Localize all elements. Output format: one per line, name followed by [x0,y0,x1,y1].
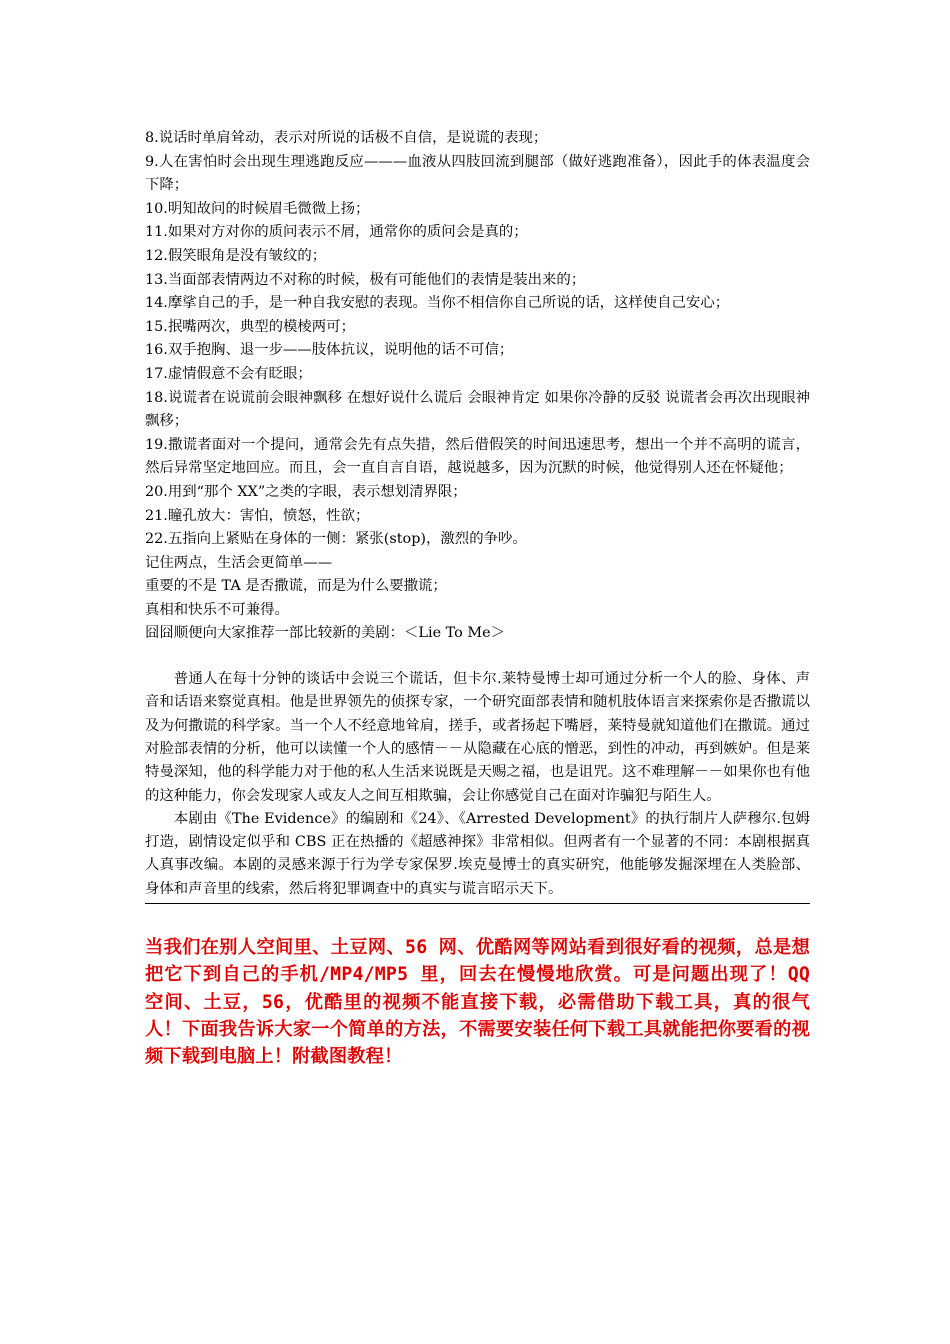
list-item: 13.当面部表情两边不对称的时候，极有可能他们的表情是装出来的； [145,271,586,288]
list-item: 18.说谎者在说谎前会眼神飘移 在想好说什么谎后 会眼神肯定 如果你冷静的反驳 说谎者会再次出现眼神飘移； [145,389,810,430]
paragraph: 普通人在每十分钟的谈话中会说三个谎话，但卡尔.莱特曼博士却可通过分析一个人的脸、身体、声音和话语来察觉真相。他是世界领先的侦探专家，一个研究面部表情和随机肢体语言来探索你是否撒谎以及为何撒谎的科学家。当一个人不经意地耸肩，搓手，或者扬起下嘴唇，莱特曼就知道他们在撒谎。通过对脸部表情的分析，他可以读懂一个人的感情－－从隐藏在心底的憎恶，到性的冲动，再到嫉妒。但是莱特曼深知，他的科学能力对于他的私人生活来说既是天赐之福，也是诅咒。这不难理解－－如果你也有他的这种能力，你会发现家人或友人之间互相欺骗，会让你感觉自己在面对诈骗犯与陌生人。 [145,671,810,804]
divider [145,903,810,904]
list-item: 10.明知故问的时候眉毛微微上扬； [145,200,370,217]
notice-text: 当我们在别人空间里、土豆网、56 网、优酷网等网站看到很好看的视频，总是想把它下到自己的手机/MP4/MP5 里，回去在慢慢地欣赏。可是问题出现了！QQ 空间、土豆，56，优酷里的视频不能直接下载，必需借助下载工具，真的很气人！下面我告诉大家一个简单的方法，不需要安装任何下载工具就能把你要看的视频下载到电脑上！附截图教程！ [145,937,810,1068]
list-item: 9.人在害怕时会出现生理逃跑反应———血液从四肢回流到腿部（做好逃跑准备），因此手的体表温度会下降； [145,153,810,194]
summary-line: 重要的不是 TA 是否撒谎，而是为什么要撒谎； [145,578,447,595]
list-item: 8.说话时单肩耸动，表示对所说的话极不自信，是说谎的表现； [145,130,548,146]
document-page [145,127,810,1071]
summary-line: 真相和快乐不可兼得。 [145,601,289,618]
list-item: 19.撒谎者面对一个提问，通常会先有点失措，然后借假笑的时间迅速思考，想出一个并不高明的谎言，然后异常坚定地回应。而且，会一直自言自语，越说越多，因为沉默的时候，他觉得别人还在怀疑他； [145,436,810,477]
tips-list [145,127,810,646]
list-item: 22.五指向上紧贴在身体的一侧：紧张(stop)，激烈的争吵。 [145,531,527,548]
list-item: 15.抿嘴两次，典型的模棱两可； [145,318,355,335]
paragraph: 本剧由《The Evidence》的编剧和《24》、《Arrested Development》的执行制片人萨穆尔.包姆打造，剧情设定似乎和 CBS 正在热播的《超感神探》非常相似。但两者有一个显著的不同：本剧根据真人真事改编。本剧的灵感来源于行为学专家保罗.埃克曼博士的真实研究，他能够发掘深埋在人类脸部、身体和声音里的线索，然后将犯罪调查中的真实与谎言昭示天下。 [145,810,810,897]
list-item: 11.如果对方对你的质问表示不屑，通常你的质问会是真的； [145,224,528,241]
list-item: 14.摩挲自己的手，是一种自我安慰的表现。当你不相信你自己所说的话，这样使自己安心； [145,295,730,312]
recommendation-line: 囧囧顺便向大家推荐一部比较新的美剧：＜Lie To Me＞ [145,625,506,642]
summary-line: 记住两点，生活会更简单—— [145,554,333,571]
list-item: 17.虚情假意不会有眨眼； [145,365,312,382]
show-description [145,668,810,901]
list-item: 20.用到“那个 XX”之类的字眼，表示想划清界限； [145,483,467,500]
list-item: 16.双手抱胸、退一步——肢体抗议，说明他的话不可信； [145,342,514,359]
list-item: 12.假笑眼角是没有皱纹的； [145,247,327,264]
list-item: 21.瞳孔放大：害怕，愤怒，性欲； [145,507,370,524]
